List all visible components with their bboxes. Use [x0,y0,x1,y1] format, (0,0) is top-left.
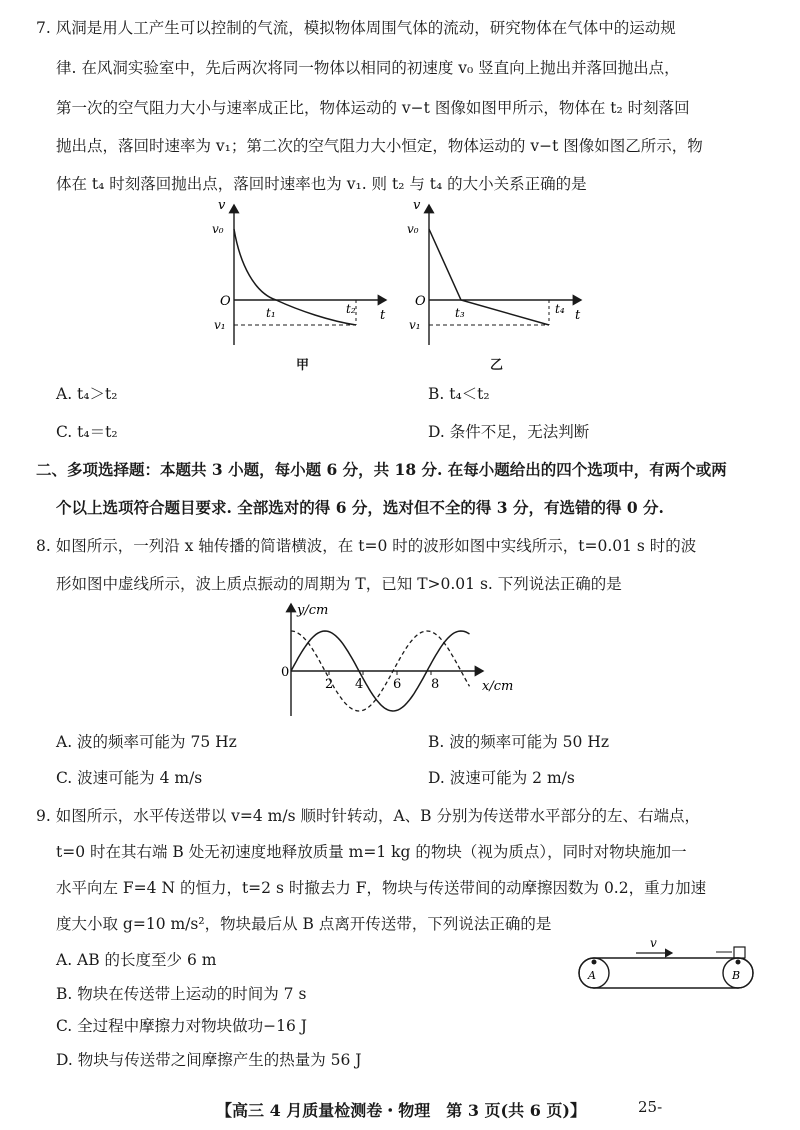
footer-title: 【高三 4 月质量检测卷・物理 第 3 页(共 6 页)】 [216,1101,586,1120]
graph-b-t3-label: t₃ [455,306,465,320]
q7-line-3: 第一次的空气阻力大小与速率成正比，物体运动的 v−t 图像如图甲所示，物体在 t₂ 时刻落回 [56,99,690,117]
q8-option-b[interactable]: B. 波的频率可能为 50 Hz [428,733,610,751]
graph-a-origin-label: O [220,294,231,309]
pulley-b-label: B [732,969,741,982]
q7-graph-b [395,195,595,375]
q7-line-5: 体在 t₄ 时刻落回抛出点，落回时速率也为 v₁. 则 t₂ 与 t₄ 的大小关系正确的是 [56,175,587,193]
wave-tick-4: 4 [355,677,364,692]
q8-line-1: 8. 如图所示，一列沿 x 轴传播的简谐横波，在 t=0 时的波形如图中实线所示，t=0.01 s 时的波 [36,537,697,555]
q9-line-4: 度大小取 g=10 m/s²，物块最后从 B 点离开传送带，下列说法正确的是 [56,915,552,933]
graph-a-caption: 甲 [296,358,310,373]
q9-line-3: 水平向左 F=4 N 的恒力，t=2 s 时撤去力 F，物块与传送带间的动摩擦因数为 0.2，重力加速 [56,879,707,897]
graph-a-t2-label: t₂ [346,302,356,316]
q8-wave-graph [275,598,525,723]
graph-a-t1-label: t₁ [266,306,276,320]
q7-option-b[interactable]: B. t₄＜t₂ [428,385,490,403]
q8-option-d[interactable]: D. 波速可能为 2 m/s [428,769,575,787]
q7-line-4: 抛出点，落回时速率为 v₁；第二次的空气阻力大小恒定，物体运动的 v−t 图像如图乙所示，物 [56,137,703,155]
point-a-dot [592,960,597,965]
block-icon [734,947,745,958]
q9-option-b[interactable]: B. 物块在传送带上运动的时间为 7 s [56,985,307,1003]
wave-tick-8: 8 [431,677,440,692]
q9-line-1: 9. 如图所示，水平传送带以 v=4 m/s 顺时针转动，A、B 分别为传送带水平部分的左、右端点， [36,807,700,825]
wave-x-label: x/cm [482,679,514,694]
q9-line-2: t=0 时在其右端 B 处无初速度地释放质量 m=1 kg 的物块（视为质点），同时对物块施加一 [56,843,687,861]
conveyor-v-label: v [650,936,657,950]
q9-option-d[interactable]: D. 物块与传送带之间摩擦产生的热量为 56 J [56,1051,362,1069]
graph-a-v-label: v [218,198,226,213]
graph-b-v0-label: v₀ [407,222,419,236]
q9-option-a[interactable]: A. AB 的长度至少 6 m [56,951,217,969]
graph-b-t-label: t [575,308,581,323]
q7-option-c[interactable]: C. t₄＝t₂ [56,423,118,441]
graph-b-v1-label: v₁ [409,318,421,332]
graph-a-v0-label: v₀ [212,222,224,236]
graph-b-origin-label: O [415,294,426,309]
q9-conveyor-diagram [570,935,770,995]
wave-tick-2: 2 [325,677,334,692]
q8-line-2: 形如图中虚线所示，波上质点振动的周期为 T，已知 T>0.01 s. 下列说法正确的是 [56,575,622,593]
graph-b-caption: 乙 [490,358,504,373]
q8-option-c[interactable]: C. 波速可能为 4 m/s [56,769,203,787]
q8-option-a[interactable]: A. 波的频率可能为 75 Hz [56,733,237,751]
pulley-a-label: A [588,969,596,982]
wave-y-label: y/cm [297,603,329,618]
q9-option-c[interactable]: C. 全过程中摩擦力对物块做功−16 J [56,1017,308,1035]
graph-b-line [429,229,549,325]
graph-a-v1-label: v₁ [214,318,226,332]
graph-b-v-label: v [413,198,421,213]
wave-origin-label: 0 [281,665,290,680]
graph-a-curve [234,229,356,325]
graph-a-t-label: t [380,308,386,323]
wave-tick-6: 6 [393,677,402,692]
q7-option-d[interactable]: D. 条件不足，无法判断 [428,423,590,441]
section-2-header-line-2: 个以上选项符合题目要求. 全部选对的得 6 分，选对但不全的得 3 分，有选错的得 0 分. [56,498,664,517]
q7-line-1: 7. 风洞是用人工产生可以控制的气流，模拟物体周围气体的流动，研究物体在气体中的运动规 [36,19,676,37]
footer-code: 25- [638,1098,663,1116]
q7-line-2: 律. 在风洞实验室中，先后两次将同一物体以相同的初速度 v₀ 竖直向上抛出并落回抛出点， [56,59,680,77]
point-b-dot [736,960,741,965]
section-2-header-line-1: 二、多项选择题：本题共 3 小题，每小题 6 分，共 18 分. 在每小题给出的四个选项中，有两个或两 [36,460,727,479]
q7-option-a[interactable]: A. t₄＞t₂ [56,385,118,403]
q7-graph-a [200,195,400,375]
graph-b-t4-label: t₄ [555,302,565,316]
